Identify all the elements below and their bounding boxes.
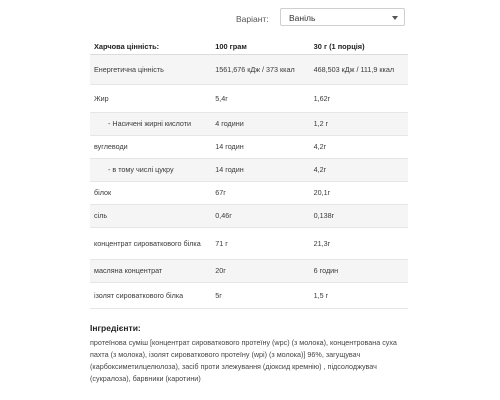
row-per100: 20г (211, 260, 309, 283)
row-name: ізолят сироваткового білка (90, 283, 211, 309)
row-per-serving: 6 годин (310, 260, 408, 283)
table-row (90, 85, 408, 113)
ingredients-heading: Інгредієнти: (90, 323, 141, 333)
row-per100: 5г (211, 283, 309, 309)
table-row (90, 283, 408, 309)
row-per100: 71 г (211, 228, 309, 260)
row-per-serving: 1,5 г (310, 283, 408, 309)
row-per-serving: 20,1г (310, 182, 408, 205)
row-per-serving: 4,2г (310, 136, 408, 159)
row-name: - Насичені жирні кислоти (90, 113, 211, 136)
row-name: Енергетична цінність (90, 55, 211, 85)
header-nutrition: Харчова цінність: (90, 38, 211, 55)
table-row (90, 55, 408, 85)
table-row (90, 205, 408, 228)
row-name: вуглеводи (90, 136, 211, 159)
table-row (90, 182, 408, 205)
variant-select[interactable] (280, 8, 405, 26)
table-row (90, 136, 408, 159)
table-row (90, 113, 408, 136)
row-per-serving: 468,503 кДж / 111,9 ккал (310, 55, 408, 85)
header-per-serving: 30 г (1 порція) (310, 38, 408, 55)
row-per-serving: 1,62г (310, 85, 408, 113)
row-per100: 14 годин (211, 159, 309, 182)
nutrition-table (90, 38, 408, 309)
header-per-100g: 100 грам (211, 38, 309, 55)
row-per-serving: 21,3г (310, 228, 408, 260)
row-per100: 67г (211, 182, 309, 205)
variant-label: Варіант: (236, 14, 269, 24)
row-per100: 1561,676 кДж / 373 ккал (211, 55, 309, 85)
row-per-serving: 0,138г (310, 205, 408, 228)
row-per-serving: 4,2г (310, 159, 408, 182)
ingredients-text: протеїнова суміш [концентрат сироваткового протеїну (wpc) (з молока), концентрована суха пахта (з молока), ізолят сироваткового протеїну (wpi) (з молока)] 96%, загущувач (карбоксиметилцелюлоза), засіб проти злежування (діоксид кремнію) , підсолоджувач (сукралоза), барвники (каротини) (90, 338, 397, 383)
table-header-row (90, 38, 408, 55)
variant-select-value: Ваніль (289, 13, 316, 23)
row-name: концентрат сироваткового білка (90, 228, 211, 260)
row-name: - в тому числі цукру (90, 159, 211, 182)
table-row (90, 228, 408, 260)
row-name: масляна концентрат (90, 260, 211, 283)
row-per100: 4 години (211, 113, 309, 136)
row-name: сіль (90, 205, 211, 228)
table-row (90, 159, 408, 182)
row-name: білок (90, 182, 211, 205)
row-per100: 14 годин (211, 136, 309, 159)
chevron-down-icon (392, 16, 398, 20)
row-name: Жир (90, 85, 211, 113)
row-per-serving: 1,2 г (310, 113, 408, 136)
row-per100: 0,46г (211, 205, 309, 228)
table-row (90, 260, 408, 283)
row-per100: 5,4г (211, 85, 309, 113)
